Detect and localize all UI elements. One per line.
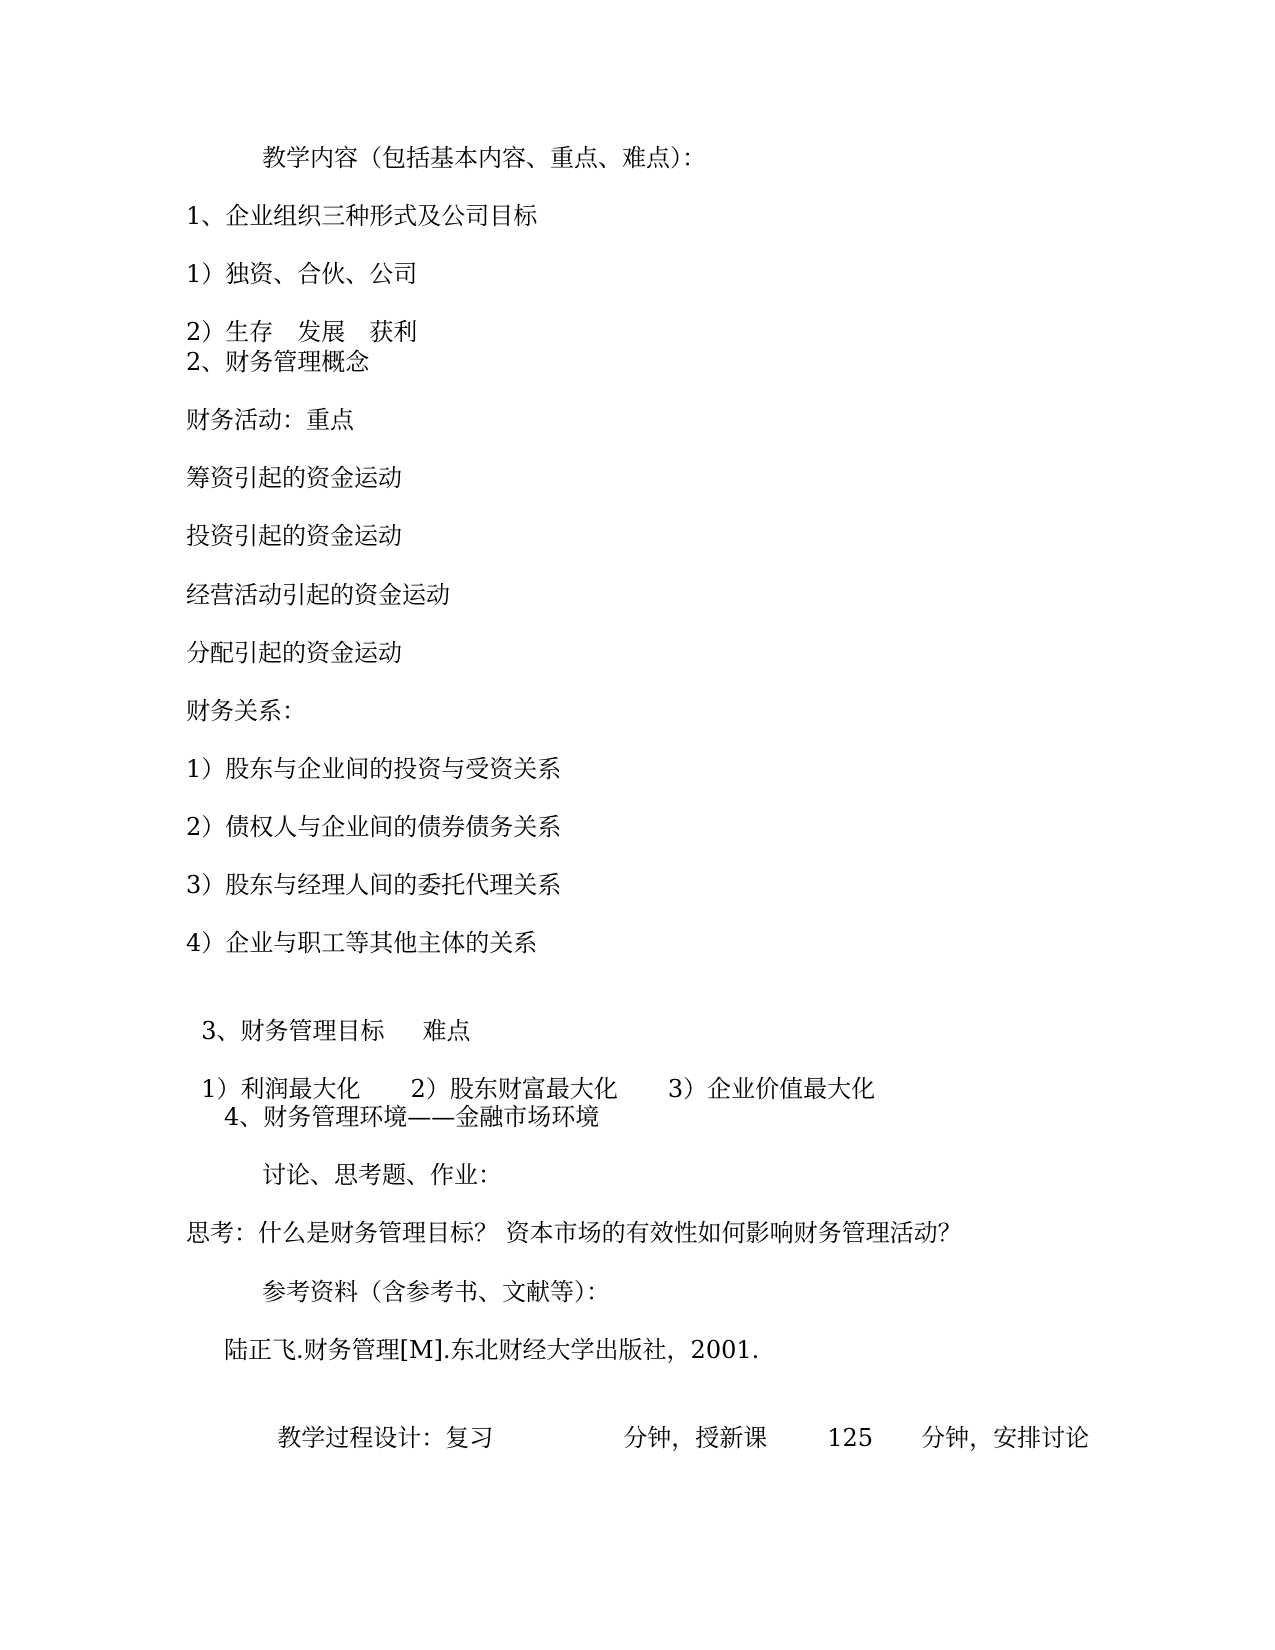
reference-entry: 陆正飞.财务管理[M].东北财经大学出版社，2001. bbox=[224, 1336, 760, 1364]
process-unit-1: 分钟，授新课 bbox=[623, 1424, 768, 1452]
goal-item-1: 1）利润最大化 bbox=[201, 1075, 361, 1103]
heading-reference: 参考资料（含参考书、文献等）： bbox=[262, 1278, 610, 1306]
process-label: 教学过程设计：复习 bbox=[277, 1424, 494, 1452]
heading-discussion: 讨论、思考题、作业： bbox=[262, 1161, 502, 1189]
financial-activity-item-1: 筹资引起的资金运动 bbox=[186, 464, 402, 492]
thinking-question: 思考：什么是财务管理目标？ 资本市场的有效性如何影响财务管理活动？ bbox=[186, 1219, 962, 1247]
financial-relation-item-3: 3）股东与经理人间的委托代理关系 bbox=[186, 871, 562, 899]
financial-relation-item-2: 2）债权人与企业间的债券债务关系 bbox=[186, 813, 562, 841]
section-1-item-2: 2）生存 发展 获利 bbox=[186, 318, 418, 346]
section-4-title: 4、财务管理环境——金融市场环境 bbox=[224, 1103, 600, 1131]
goal-item-2: 2）股东财富最大化 bbox=[410, 1075, 618, 1103]
new-lesson-minutes: 125 bbox=[827, 1424, 874, 1452]
financial-activity-item-4: 分配引起的资金运动 bbox=[186, 639, 402, 667]
goals-row bbox=[186, 1044, 876, 1103]
section-2-title: 2、财务管理概念 bbox=[186, 348, 370, 376]
financial-activity-item-2: 投资引起的资金运动 bbox=[186, 522, 402, 550]
section-3-row bbox=[186, 986, 471, 1045]
financial-activity-item-3: 经营活动引起的资金运动 bbox=[186, 581, 450, 609]
heading-teaching-content: 教学内容（包括基本内容、重点、难点）： bbox=[262, 144, 706, 172]
financial-relation-label: 财务关系： bbox=[186, 697, 306, 725]
financial-relation-item-4: 4）企业与职工等其他主体的关系 bbox=[186, 929, 538, 957]
goal-item-3: 3）企业价值最大化 bbox=[667, 1075, 876, 1103]
process-unit-2: 分钟，安排讨论 bbox=[921, 1424, 1090, 1452]
teaching-process-row bbox=[262, 1393, 1090, 1452]
section-1-title: 1、企业组织三种形式及公司目标 bbox=[186, 202, 538, 230]
financial-relation-item-1: 1）股东与企业间的投资与受资关系 bbox=[186, 755, 562, 783]
difficulty-tag: 难点 bbox=[422, 1017, 471, 1045]
section-1-item-1: 1）独资、合伙、公司 bbox=[186, 260, 418, 288]
financial-activity-label: 财务活动：重点 bbox=[186, 406, 354, 434]
section-3-title: 3、财务管理目标 bbox=[201, 1017, 385, 1045]
